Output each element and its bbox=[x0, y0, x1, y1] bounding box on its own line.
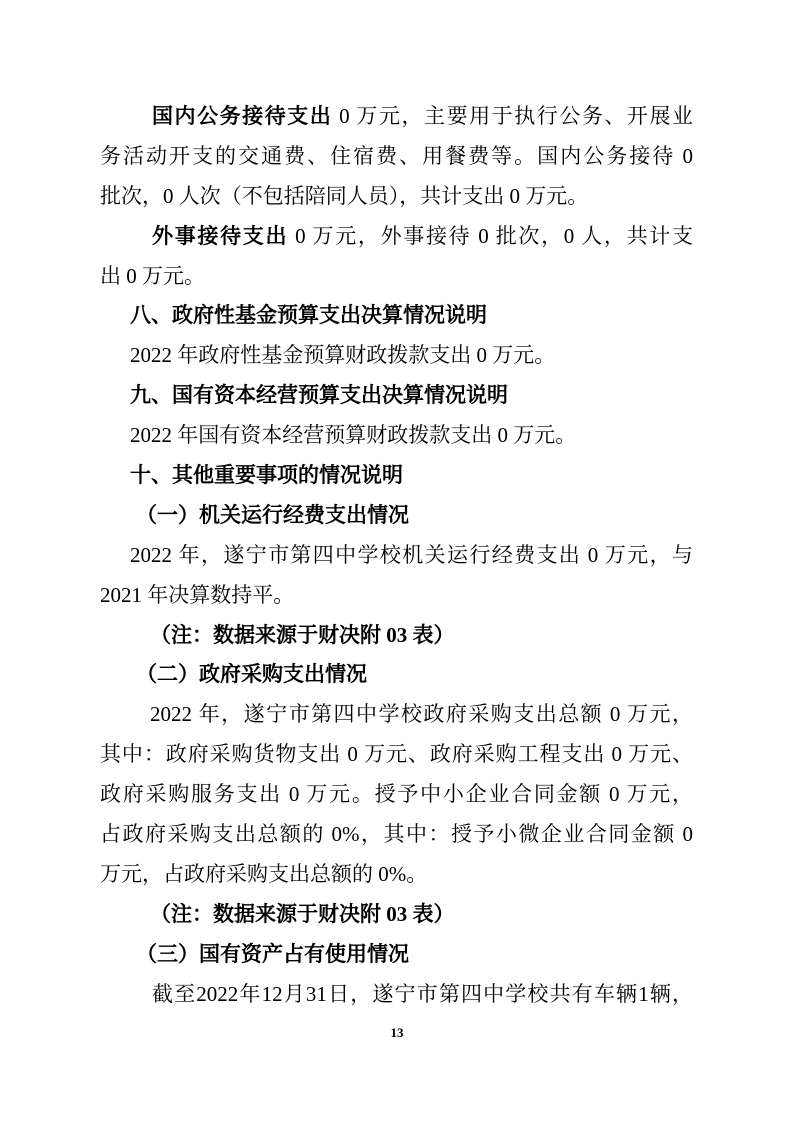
subheading-agency-operating-cost: （一）机关运行经费支出情况 bbox=[136, 502, 409, 527]
page-content bbox=[100, 97, 693, 1014]
heading-section-ten: 十、其他重要事项的情况说明 bbox=[130, 464, 403, 488]
bold-lead-domestic-reception: 国内公务接待支出 bbox=[152, 104, 333, 128]
paragraph-state-capital-expenditure: 2022 年国有资本经营预算财政拨款支出 0 万元。 bbox=[130, 423, 577, 448]
paragraph-domestic-reception-line-1 bbox=[100, 97, 693, 137]
subheading-state-assets: （三）国有资产占有使用情况 bbox=[136, 941, 409, 966]
paragraph-operating-cost-line-2: 2021 年决算数持平。 bbox=[100, 582, 295, 607]
paragraph-procurement-line-3: 政府采购服务支出 0 万元。授予中小企业合同金额 0 万元， bbox=[100, 782, 693, 807]
subheading-gov-procurement: （二）政府采购支出情况 bbox=[136, 662, 367, 687]
heading-section-nine: 九、国有资本经营预算支出决算情况说明 bbox=[130, 384, 508, 408]
heading-section-eight: 八、政府性基金预算支出决算情况说明 bbox=[130, 304, 487, 328]
paragraph-procurement-line-1: 2022 年，遂宁市第四中学校政府采购支出总额 0 万元， bbox=[150, 702, 693, 727]
paragraph-domestic-reception-line-2: 务活动开支的交通费、住宿费、用餐费等。国内公务接待 0 bbox=[100, 143, 693, 168]
page-number: 13 bbox=[390, 1025, 404, 1040]
paragraph-govfund-expenditure: 2022 年政府性基金预算财政拨款支出 0 万元。 bbox=[130, 343, 556, 368]
paragraph-procurement-line-5: 万元，占政府采购支出总额的 0%。 bbox=[100, 861, 428, 886]
paragraph-procurement-line-2: 其中：政府采购货物支出 0 万元、政府采购工程支出 0 万元、 bbox=[100, 742, 693, 767]
paragraph-foreign-reception-line-1 bbox=[100, 217, 693, 257]
paragraph-domestic-reception-line-3: 批次，0 人次（不包括陪同人员），共计支出 0 万元。 bbox=[100, 183, 589, 208]
paragraph-procurement-line-4: 占政府采购支出总额的 0%，其中：授予小微企业合同金额 0 bbox=[100, 822, 693, 847]
paragraph-state-assets-line-1: 截至2022年12月31日，遂宁市第四中学校共有车辆1辆， bbox=[152, 981, 693, 1006]
paragraph-text: 0 万元，主要用于执行公务、开展业 bbox=[332, 104, 694, 128]
paragraph-text: 0 万元，外事接待 0 批次，0 人，共计支 bbox=[288, 223, 693, 248]
note-data-source-2: （注：数据来源于财决附 03 表） bbox=[150, 901, 455, 926]
note-data-source-1: （注：数据来源于财决附 03 表） bbox=[150, 622, 455, 647]
paragraph-operating-cost-line-1: 2022 年，遂宁市第四中学校机关运行经费支出 0 万元，与 bbox=[130, 542, 693, 567]
paragraph-foreign-reception-line-2: 出 0 万元。 bbox=[100, 263, 205, 288]
bold-lead-foreign-reception: 外事接待支出 bbox=[152, 223, 289, 248]
